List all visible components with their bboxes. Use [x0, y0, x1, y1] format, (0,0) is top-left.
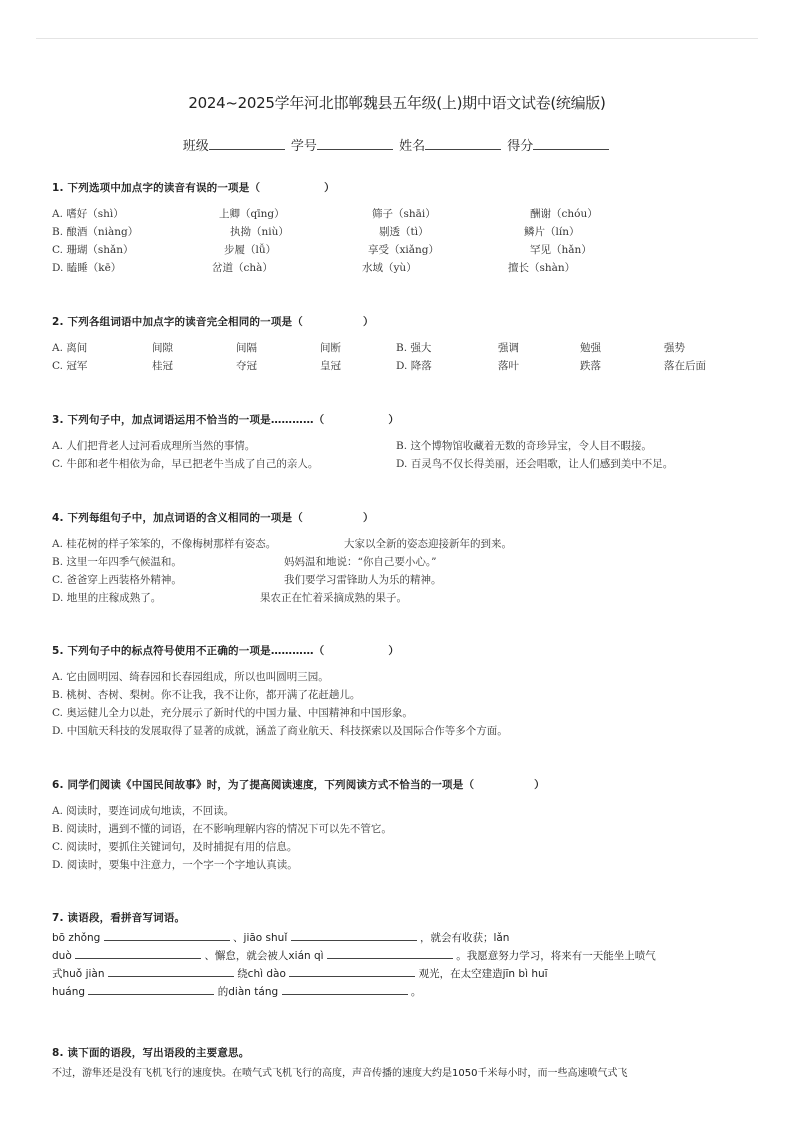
- pinyin-line-4: huáng 的diàn táng 。: [52, 983, 421, 999]
- pinyin-line-1: bō zhǒng 、jiāo shuǐ ，就会有收获；lǎn: [52, 929, 509, 945]
- answer-blank-2[interactable]: [291, 929, 417, 941]
- question-3-stem: 3. 下列句子中，加点词语运用不恰当的一项是…………（ ）: [52, 414, 400, 426]
- class-blank[interactable]: [209, 137, 285, 150]
- answer-blank-5[interactable]: [108, 965, 234, 977]
- header-divider: [36, 38, 758, 39]
- id-label: 学号: [290, 139, 317, 154]
- score-blank[interactable]: [533, 137, 609, 150]
- option-a: A. 它由圆明园、绮春园和长春园组成，所以也叫圆明三园。: [52, 671, 329, 683]
- option-d: D. 中国航天科技的发展取得了显著的成就，涵盖了商业航天、科技探索以及国际合作等多个方面。: [52, 725, 508, 737]
- answer-blank-8[interactable]: [282, 983, 408, 995]
- question-8-passage: 不过，游隼还是没有飞机飞行的速度快。在喷气式飞机飞行的高度，声音传播的速度大约是1050千米每小时，而一些高速喷气式飞: [52, 1068, 628, 1079]
- pinyin-line-3: 式huǒ jiàn 绕chì dào 观光，在太空建造jīn bì huī: [52, 965, 548, 981]
- question-2-stem: 2. 下列各组词语中加点字的读音完全相同的一项是（ ）: [52, 316, 374, 328]
- answer-blank-7[interactable]: [88, 983, 214, 995]
- page-title: 2024~2025学年河北邯郸魏县五年级(上)期中语文试卷(统编版): [188, 94, 606, 112]
- pinyin-line-2: duò 、懈怠，就会被人xián qì 。我愿意努力学习，将来有一天能坐上喷气: [52, 947, 656, 963]
- option-c: C. 阅读时，要抓住关键词句，及时捕捉有用的信息。: [52, 841, 298, 853]
- option-a: A. 阅读时，要连词成句地读，不回读。: [52, 805, 235, 817]
- question-1-stem: 1. 下列选项中加点字的读音有误的一项是（ ）: [52, 182, 335, 194]
- answer-blank-4[interactable]: [327, 947, 453, 959]
- answer-blank-3[interactable]: [75, 947, 201, 959]
- class-label: 班级: [182, 139, 209, 154]
- score-label: 得分: [507, 139, 534, 154]
- question-8-stem: 8. 读下面的语段，写出语段的主要意思。: [52, 1047, 250, 1059]
- option-b: B. 桃树、杏树、梨树。你不让我，我不让你，都开满了花赶趟儿。: [52, 689, 361, 701]
- name-blank[interactable]: [425, 137, 501, 150]
- question-7-stem: 7. 读语段，看拼音写词语。: [52, 912, 186, 924]
- question-4-stem: 4. 下列每组句子中，加点词语的含义相同的一项是（ ）: [52, 512, 374, 524]
- option-b: B. 阅读时，遇到不懂的词语，在不影响理解内容的情况下可以先不管它。: [52, 823, 392, 835]
- question-5-stem: 5. 下列句子中的标点符号使用不正确的一项是…………（ ）: [52, 645, 400, 657]
- option-d: D. 阅读时，要集中注意力，一个字一个字地认真读。: [52, 859, 298, 871]
- option-c: C. 奥运健儿全力以赴，充分展示了新时代的中国力量、中国精神和中国形象。: [52, 707, 413, 719]
- name-label: 姓名: [399, 139, 426, 154]
- answer-blank-6[interactable]: [289, 965, 415, 977]
- student-info-line: [0, 135, 794, 154]
- question-6-stem: 6. 同学们阅读《中国民间故事》时，为了提高阅读速度，下列阅读方式不恰当的一项是（ ）: [52, 779, 545, 791]
- answer-blank-1[interactable]: [104, 929, 230, 941]
- id-blank[interactable]: [317, 137, 393, 150]
